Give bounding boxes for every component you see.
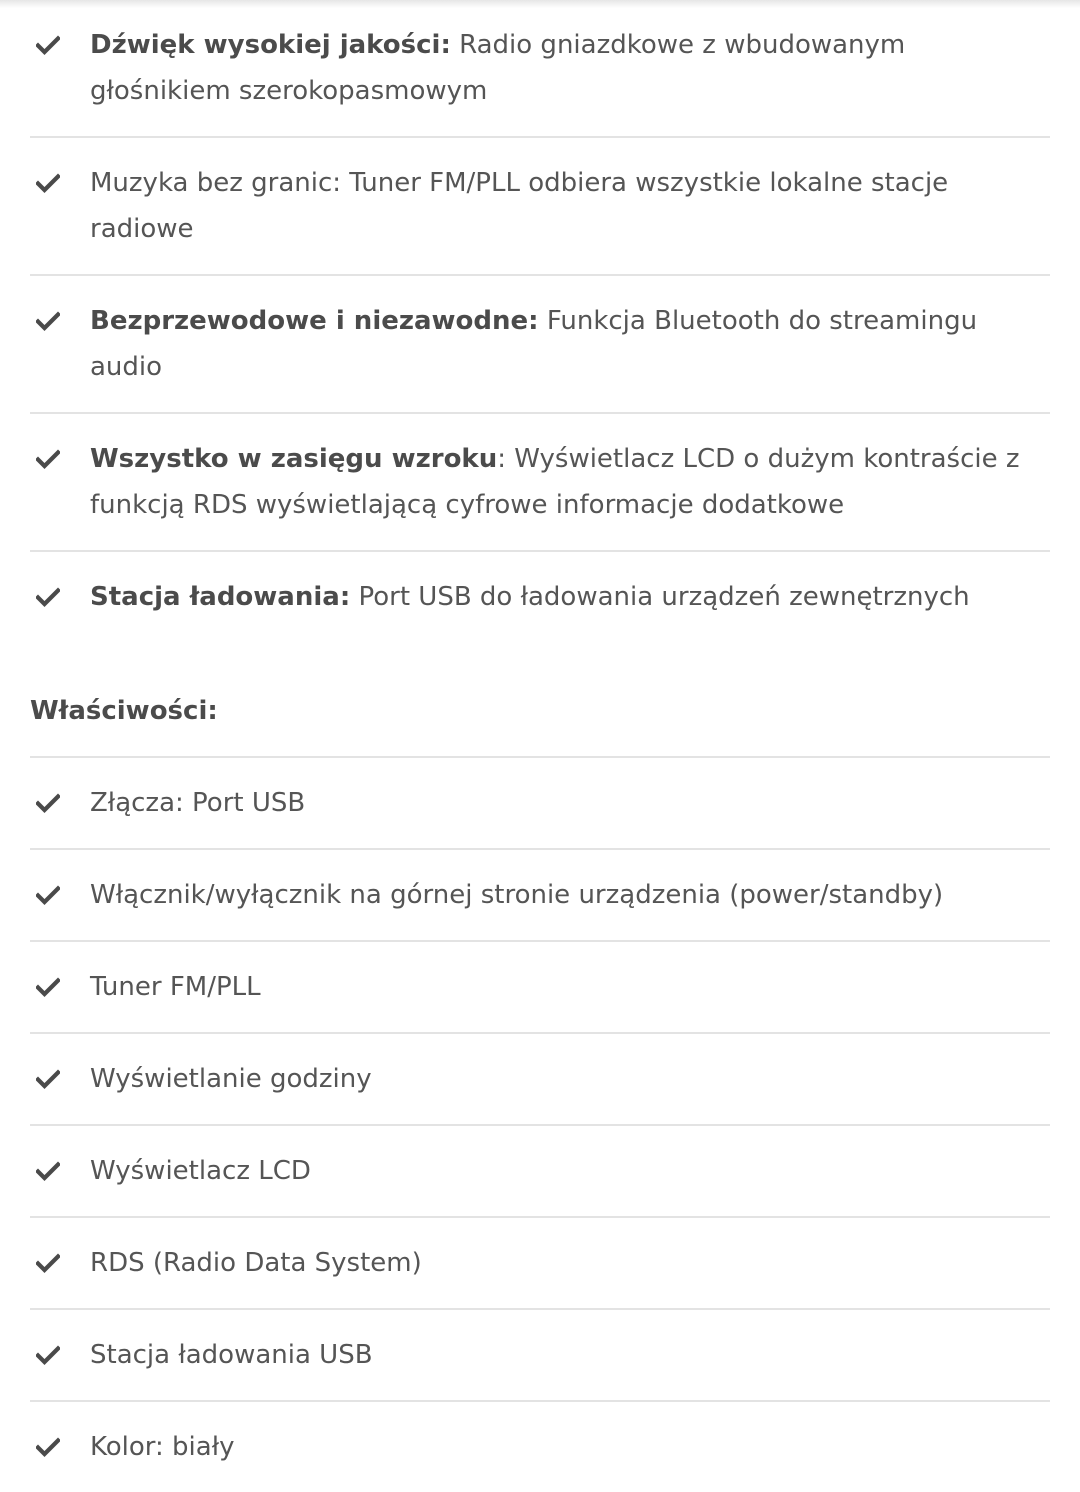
feature-heading: Wszystko w zasięgu wzroku: [90, 444, 498, 474]
property-text: Kolor: biały: [90, 1432, 235, 1462]
product-description: [30, 0, 1050, 1492]
feature-list: [30, 0, 1050, 642]
list-item: [30, 1126, 1050, 1218]
properties-list: [30, 758, 1050, 1492]
list-item: [30, 138, 1050, 276]
check-icon: [36, 310, 60, 332]
properties-title: Właściwości:: [30, 642, 1050, 758]
feature-heading: Bezprzewodowe i niezawodne:: [90, 306, 539, 336]
check-icon: [36, 792, 60, 814]
check-icon: [36, 448, 60, 470]
feature-text: Radio gniazdkowe z wbudowanym głośnikiem szerokopasmowym: [90, 30, 906, 106]
check-icon: [36, 172, 60, 194]
feature-text: Port USB do ładowania urządzeń zewnętrznych: [350, 582, 970, 612]
list-item: [30, 1034, 1050, 1126]
list-item: [30, 758, 1050, 850]
check-icon: [36, 1160, 60, 1182]
property-text: RDS (Radio Data System): [90, 1248, 422, 1278]
list-item: [30, 1310, 1050, 1402]
list-item: [30, 1402, 1050, 1492]
check-icon: [36, 1252, 60, 1274]
feature-text: Funkcja Bluetooth do streamingu audio: [90, 306, 978, 382]
list-item: [30, 552, 1050, 642]
feature-heading: Stacja ładowania:: [90, 582, 351, 612]
list-item: [30, 942, 1050, 1034]
property-text: Włącznik/wyłącznik na górnej stronie urządzenia (power/standby): [90, 880, 944, 910]
list-item: [30, 1218, 1050, 1310]
list-item: [30, 276, 1050, 414]
feature-heading: Dźwięk wysokiej jakości:: [90, 30, 451, 60]
check-icon: [36, 976, 60, 998]
feature-text: Muzyka bez granic: Tuner FM/PLL odbiera wszystkie lokalne stacje radiowe: [90, 168, 949, 244]
check-icon: [36, 586, 60, 608]
check-icon: [36, 34, 60, 56]
check-icon: [36, 1068, 60, 1090]
property-text: Wyświetlanie godziny: [90, 1064, 372, 1094]
feature-text: : Wyświetlacz LCD o dużym kontraście z funkcją RDS wyświetlającą cyfrowe informacje dodatkowe: [90, 444, 1020, 520]
property-text: Tuner FM/PLL: [90, 972, 261, 1002]
check-icon: [36, 1436, 60, 1458]
property-text: Wyświetlacz LCD: [90, 1156, 311, 1186]
list-item: [30, 850, 1050, 942]
list-item: [30, 414, 1050, 552]
property-text: Stacja ładowania USB: [90, 1340, 373, 1370]
check-icon: [36, 1344, 60, 1366]
check-icon: [36, 884, 60, 906]
list-item: [30, 0, 1050, 138]
property-text: Złącza: Port USB: [90, 788, 306, 818]
